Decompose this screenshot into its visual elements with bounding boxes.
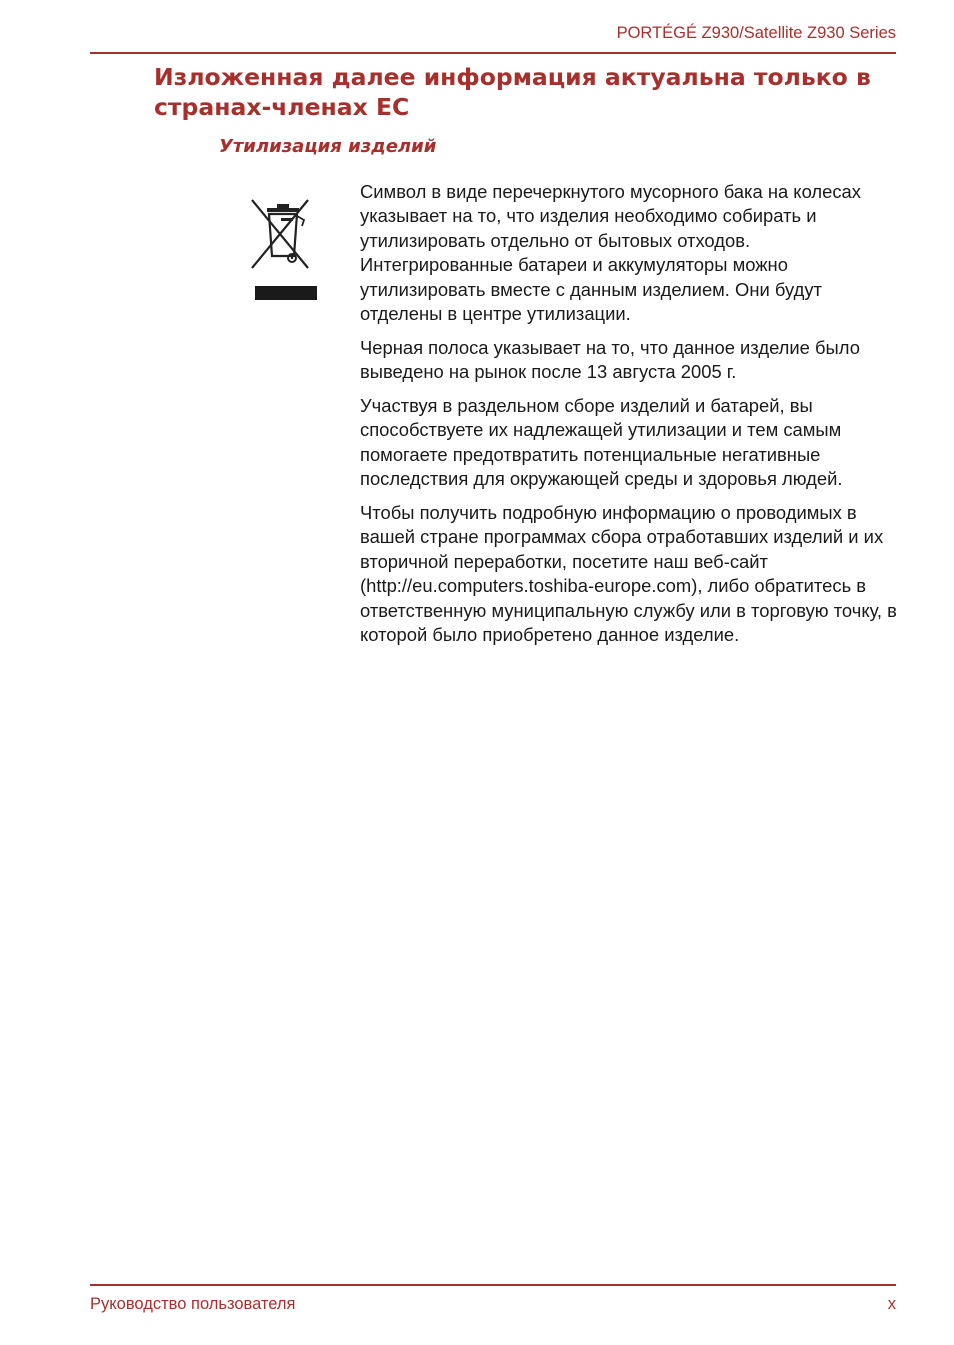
paragraph-black-bar: Черная полоса указывает на то, что данное изделие было выведено на рынок после 13 августа 2005 г. — [360, 336, 860, 383]
crossed-out-wheelie-bin-icon — [248, 196, 318, 302]
paragraph-separate-collection: Участвуя в раздельном сборе изделий и батарей, вы способствуете их надлежащей утилизации и тем самым помогаете предотвратить потенциальные негативные последствия для окружающей среды и здоровья людей. — [360, 395, 843, 490]
paragraph-more-info: Чтобы получить подробную информацию о проводимых в вашей стране программах сбора отработавших изделий и их вторичной переработки, посетите наш веб-сайт (http://eu.computers.toshiba-europe.com), либо обратитесь в ответственную муниципальную службу или в торговую точку, в которой было приобретено данное изделие. — [360, 502, 897, 646]
paragraph-symbol-meaning: Символ в виде перечеркнутого мусорного бака на колесах указывает на то, что изделия необходимо собирать и утилизировать отдельно от бытовых отходов. Интегрированные батареи и аккумуляторы можно утилизировать вместе с данным изделием. Они будут отделены в центре утилизации. — [360, 181, 861, 325]
sub-heading: Утилизация изделий — [219, 136, 437, 157]
footer-manual-title: Руководство пользователя — [90, 1295, 296, 1313]
header-title: PORTÉGÉ Z930/Satellite Z930 Series — [616, 24, 896, 42]
header-rule — [90, 52, 896, 54]
section-heading: Изложенная далее информация актуальна только в странах-членах ЕС — [154, 63, 871, 121]
footer-rule — [90, 1284, 896, 1286]
body-text — [360, 180, 900, 657]
page-number: x — [887, 1295, 896, 1313]
